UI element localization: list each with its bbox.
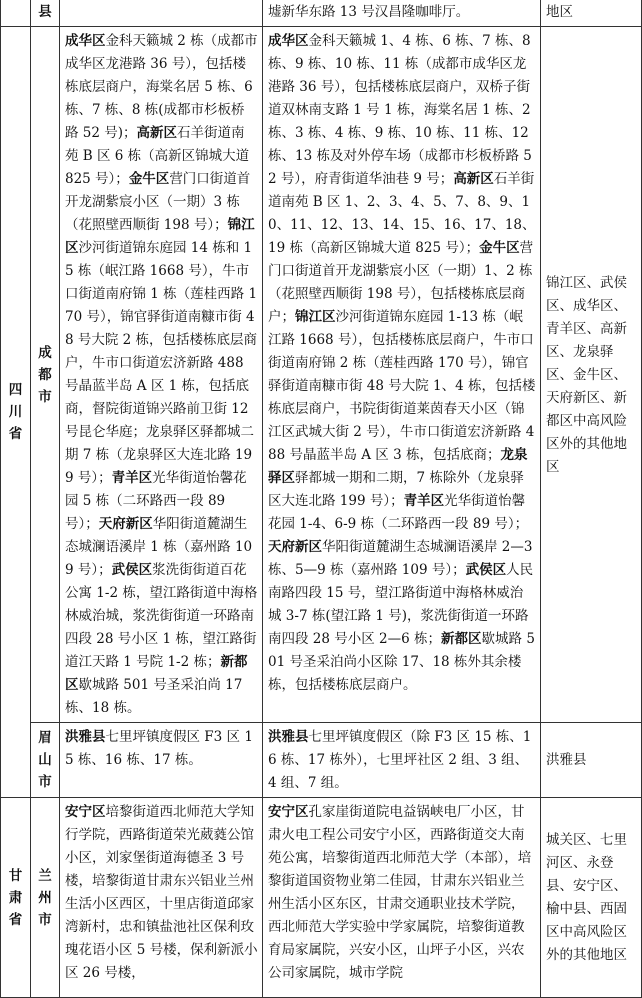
district-name: 高新区 (136, 125, 178, 141)
medium-risk-cell (263, 798, 541, 998)
district-detail: 营门口街道首开龙湖紫宸小区（一期）3 栋（花照壁西顺街 198 号）； (65, 171, 251, 233)
district-name: 天府新区 (268, 539, 322, 555)
medium-risk-cell (263, 27, 541, 723)
medium-risk-cell (263, 723, 541, 798)
city-cell: 成都市 (31, 27, 60, 723)
header-row (1, 0, 642, 27)
district-name: 锦江区 (65, 217, 255, 256)
district-detail: 孔家崖街道院电益锅峡电厂小区，甘肃火电工程公司安宁小区，西路街道交大南苑公寓，培黎街道西北师范大学（本部），培黎街道国资物业第二佳园，甘肃东兴铝业兰州生活小区东区，甘肃交通职业技术学院，西北师范大学实验中学家属院，培黎街道教育局家属院，兴安小区，山坪子小区，兴农公司家属院，城市学院 (268, 804, 532, 981)
district-name: 金牛区 (479, 240, 520, 256)
header-col4-text: 墟新华东路 13 号汉昌隆咖啡厅。 (263, 0, 541, 27)
district-detail: 歇城路 501 号圣采泊尚小区除 17、18 栋外其余楼栋，包括楼栋底层商户。 (268, 631, 535, 693)
district-detail: 金科天籁城 2 栋（成都市成华区龙港路 36 号），包括楼栋底层商户，海棠名居 5 栋、6 栋、7 栋、8 栋(成都市杉板桥路 52 号)； (65, 33, 258, 141)
district-detail: 沙河街道锦东庭园 1-13 栋（岷江路 1668 号），包括楼栋底层商户，牛市口街道南府锦 2 栋（莲桂西路 170 号），锦官驿街道南糠市街 48 号大院 1、4 栋，包括楼栋底层商户，书院街街道莱茵春天小区（锦江区武城大街 2 号），牛市口街道宏济新路 488 号晶蓝半岛 A 区 3 栋，包括底商； (268, 309, 536, 463)
district-name: 武侯区 (465, 562, 507, 578)
district-name: 安宁区 (268, 804, 309, 820)
district-name: 成华区 (65, 33, 106, 49)
district-detail: 沙河街道锦东庭园 14 栋和 15 栋（岷江路 1668 号），牛市口街道南府锦 1 栋（莲桂西路 170 号），锦官驿街道南糠市街 48 号大院 2 栋，包括楼栋底层商户，牛市口街道宏济新路 488 号晶蓝半岛 A 区 1 栋，包括底商，督院街道锦兴路前卫街 12 号昆仑华庭；龙泉驿区驿都城二期 7 栋（龙泉驿区大连北路 199 号）； (65, 240, 258, 486)
district-detail: 华阳街道麓湖生态城澜语溪岸 1 栋（嘉州路 109 号）； (65, 516, 253, 578)
table-row (1, 798, 642, 998)
high-risk-cell (60, 723, 263, 798)
city-cell: 眉山市 (31, 723, 60, 798)
high-risk-cell (60, 798, 263, 998)
province-cell: 甘肃省 (1, 798, 31, 998)
district-name: 高新区 (453, 171, 494, 187)
high-risk-cell (60, 27, 263, 723)
low-risk-cell: 城关区、七里河区、永登县、安宁区、榆中县、西固区中高风险区外的其他地区 (541, 798, 642, 998)
district-detail: 人民南路四段 15 号，望江路街道中海格林威治城 3-7 栋(望江路 1 号)，浆洗街街道一环路南四段 28 号小区 2—6 栋； (268, 562, 534, 647)
district-name: 安宁区 (65, 804, 106, 820)
district-detail: 金科天籁城 1、4 栋、6 栋、7 栋、8 栋、9 栋、10 栋、11 栋（成都市成华区龙港路 36 号），包括楼栋底层商户，双桥子街道双林南支路 1 号 1 栋，海棠名居 1 栋、2 栋、3 栋、4 栋、9 栋、10 栋、11 栋、12 栋、13 栋及对外停车场（成都市杉板桥路 52 号），府青街道华油巷 9 号； (268, 33, 532, 187)
district-name: 青羊区 (403, 493, 445, 509)
district-name: 成华区 (268, 33, 309, 49)
district-detail: 石羊街道南苑 B 区 6 栋（高新区锦城大道 825 号）； (65, 125, 250, 187)
district-detail: 石羊街道南苑 B 区 1、2、3、4、5、7、8、9、10、11、12、13、14、15、16、17、18、19 栋（高新区锦城大道 825 号）； (268, 171, 536, 256)
low-risk-cell: 锦江区、武侯区、成华区、青羊区、高新区、龙泉驿区、金牛区、天府新区、新都区中高风险区外的其他地区 (541, 27, 642, 723)
table-row (1, 27, 642, 723)
district-detail: 光华街道怡馨花园 1-4、6-9 栋（二环路西一段 89 号）； (268, 493, 529, 532)
district-name: 金牛区 (128, 171, 170, 187)
district-detail: 七里坪镇度假区 F3 区 15 栋、16 栋、17 栋。 (65, 729, 253, 768)
province-cell: 四川省 (1, 27, 31, 798)
district-name: 洪雅县 (65, 729, 106, 745)
district-detail: 驿都城一期和二期，7 栋除外（龙泉驿区大连北路 199 号）； (268, 470, 524, 509)
district-name: 武侯区 (111, 562, 153, 578)
county-header: 县 (31, 0, 60, 27)
district-name: 锦江区 (295, 309, 336, 325)
district-detail: 歇城路 501 号圣采泊尚 17 栋、18 栋。 (65, 677, 243, 716)
district-detail: 培黎街道西北师范大学知行学院，西路街道荣光葳蕤公馆小区，刘家堡街道海德圣 3 号楼，培黎街道甘肃东兴铝业兰州生活小区西区，十里店街道邱家湾新村，忠和镇盐池社区保利玫瑰花语小区 5 号楼，保利新派小区 26 号楼， (65, 804, 258, 981)
district-detail: 光华街道怡馨花园 5 栋（二环路西一段 89 号）； (65, 470, 247, 532)
district-name: 新都区 (65, 654, 248, 693)
district-name: 新都区 (441, 631, 482, 647)
district-detail: 浆洗街街道百花公寓 1-2 栋，望江路街道中海格林威治城，浆洗街街道一环路南四段 28 号小区 1 栋，望江路街道江天路 1 号院 1-2 栋； (65, 562, 258, 670)
city-cell: 兰州市 (31, 798, 60, 998)
table-row (1, 723, 642, 798)
district-name: 青羊区 (111, 470, 153, 486)
district-name: 龙泉驿区 (268, 447, 528, 486)
district-name: 洪雅县 (268, 729, 309, 745)
district-detail: 营门口街道首开龙湖紫宸小区（一期）1、2 栋（花照壁西顺街 198 号），包括楼栋底层商户； (268, 240, 534, 325)
district-detail: 七里坪镇度假区（除 F3 区 15 栋、16 栋、17 栋外），七里坪社区 2 组、3 组、4 组、7 组。 (268, 729, 532, 791)
header-col5-text: 地区 (541, 0, 642, 27)
district-detail: 华阳街道麓湖生态城澜语溪岸 2—3 栋、5—9 栋（嘉州路 109 号）； (268, 539, 533, 578)
district-name: 天府新区 (98, 516, 153, 532)
low-risk-cell: 洪雅县 (541, 723, 642, 798)
